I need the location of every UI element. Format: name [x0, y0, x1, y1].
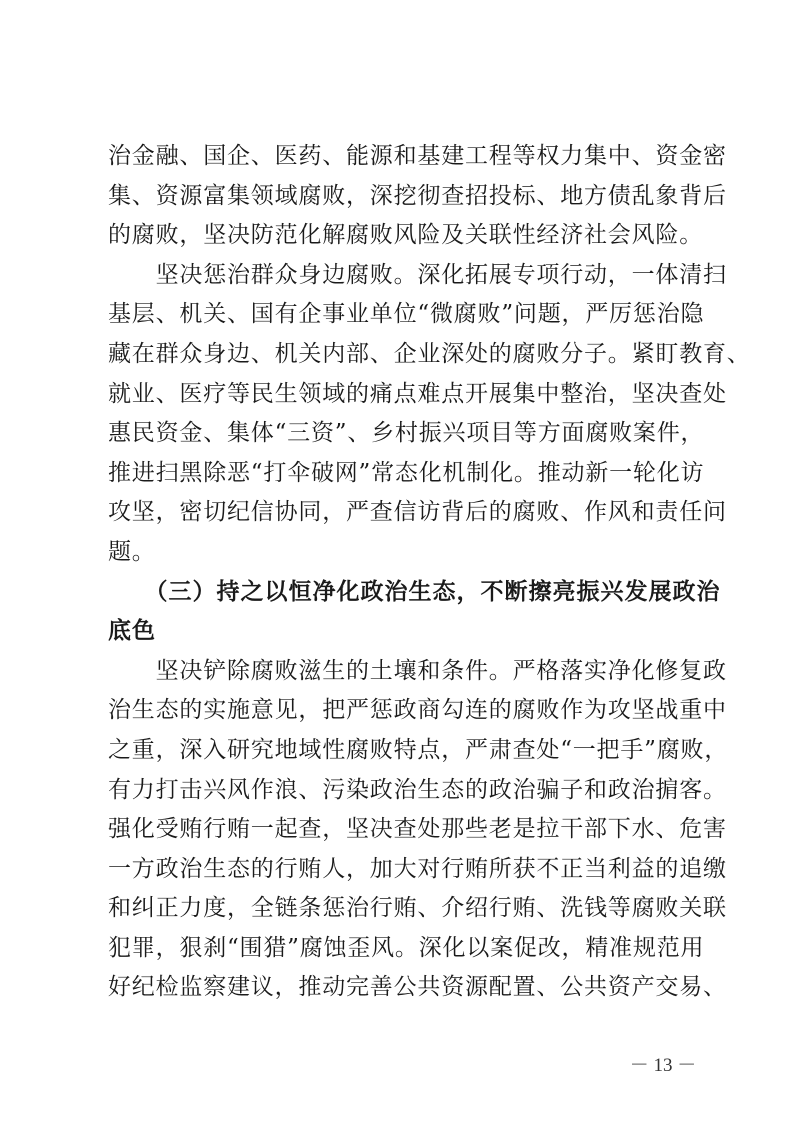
section-heading-line: 底色: [108, 618, 156, 645]
text-line: 就业、医疗等民生领域的痛点难点开展集中整治，坚决查处: [108, 380, 727, 407]
section-heading-line: （三）持之以恒净化政治生态，不断擦亮振兴发展政治: [108, 578, 721, 605]
paragraph-start-line: 坚决惩治群众身边腐败。深化拓展专项行动，一体清扫: [108, 261, 727, 288]
text-line: 题。: [108, 538, 156, 565]
text-line: 的腐败，坚决防范化解腐败风险及关联性经济社会风险。: [108, 222, 703, 249]
text-line: 推进扫黑除恶“打伞破网”常态化机制化。推动新一轮化访: [108, 459, 705, 486]
text-line: 惠民资金、集体“三资”、乡村振兴项目等方面腐败案件，: [108, 420, 705, 447]
text-line: 有力打击兴风作浪、污染政治生态的政治骗子和政治掮客。: [108, 776, 727, 803]
text-line: 基层、机关、国有企事业单位“微腐败”问题，严厉惩治隐: [108, 301, 705, 328]
text-line: 攻坚，密切纪信协同，严查信访背后的腐败、作风和责任问: [108, 499, 727, 526]
text-line: 强化受贿行贿一起查，坚决查处那些老是拉干部下水、危害: [108, 816, 727, 843]
paragraph-start-line: 坚决铲除腐败滋生的土壤和条件。严格落实净化修复政: [108, 657, 727, 684]
text-line: 一方政治生态的行贿人，加大对行贿所获不正当利益的追缴: [108, 855, 727, 882]
text-line: 犯罪，狠刹“围猎”腐蚀歪风。深化以案促改，精准规范用: [108, 934, 705, 961]
text-line: 集、资源富集领域腐败，深挖彻查招投标、地方债乱象背后: [108, 182, 727, 209]
text-line: 和纠正力度，全链条惩治行贿、介绍行贿、洗钱等腐败关联: [108, 895, 727, 922]
text-line: 好纪检监察建议，推动完善公共资源配置、公共资产交易、: [108, 974, 727, 1001]
text-line: 治生态的实施意见，把严惩政商勾连的腐败作为攻坚战重中: [108, 697, 727, 724]
body-text: [108, 137, 751, 1008]
text-line: 之重，深入研究地域性腐败特点，严肃查处“一把手”腐败，: [108, 736, 729, 763]
page-number: － 13 －: [629, 1055, 697, 1076]
text-line: 藏在群众身边、机关内部、企业深处的腐败分子。紧盯教育、: [108, 340, 751, 367]
text-line: 治金融、国企、医药、能源和基建工程等权力集中、资金密: [108, 143, 727, 169]
